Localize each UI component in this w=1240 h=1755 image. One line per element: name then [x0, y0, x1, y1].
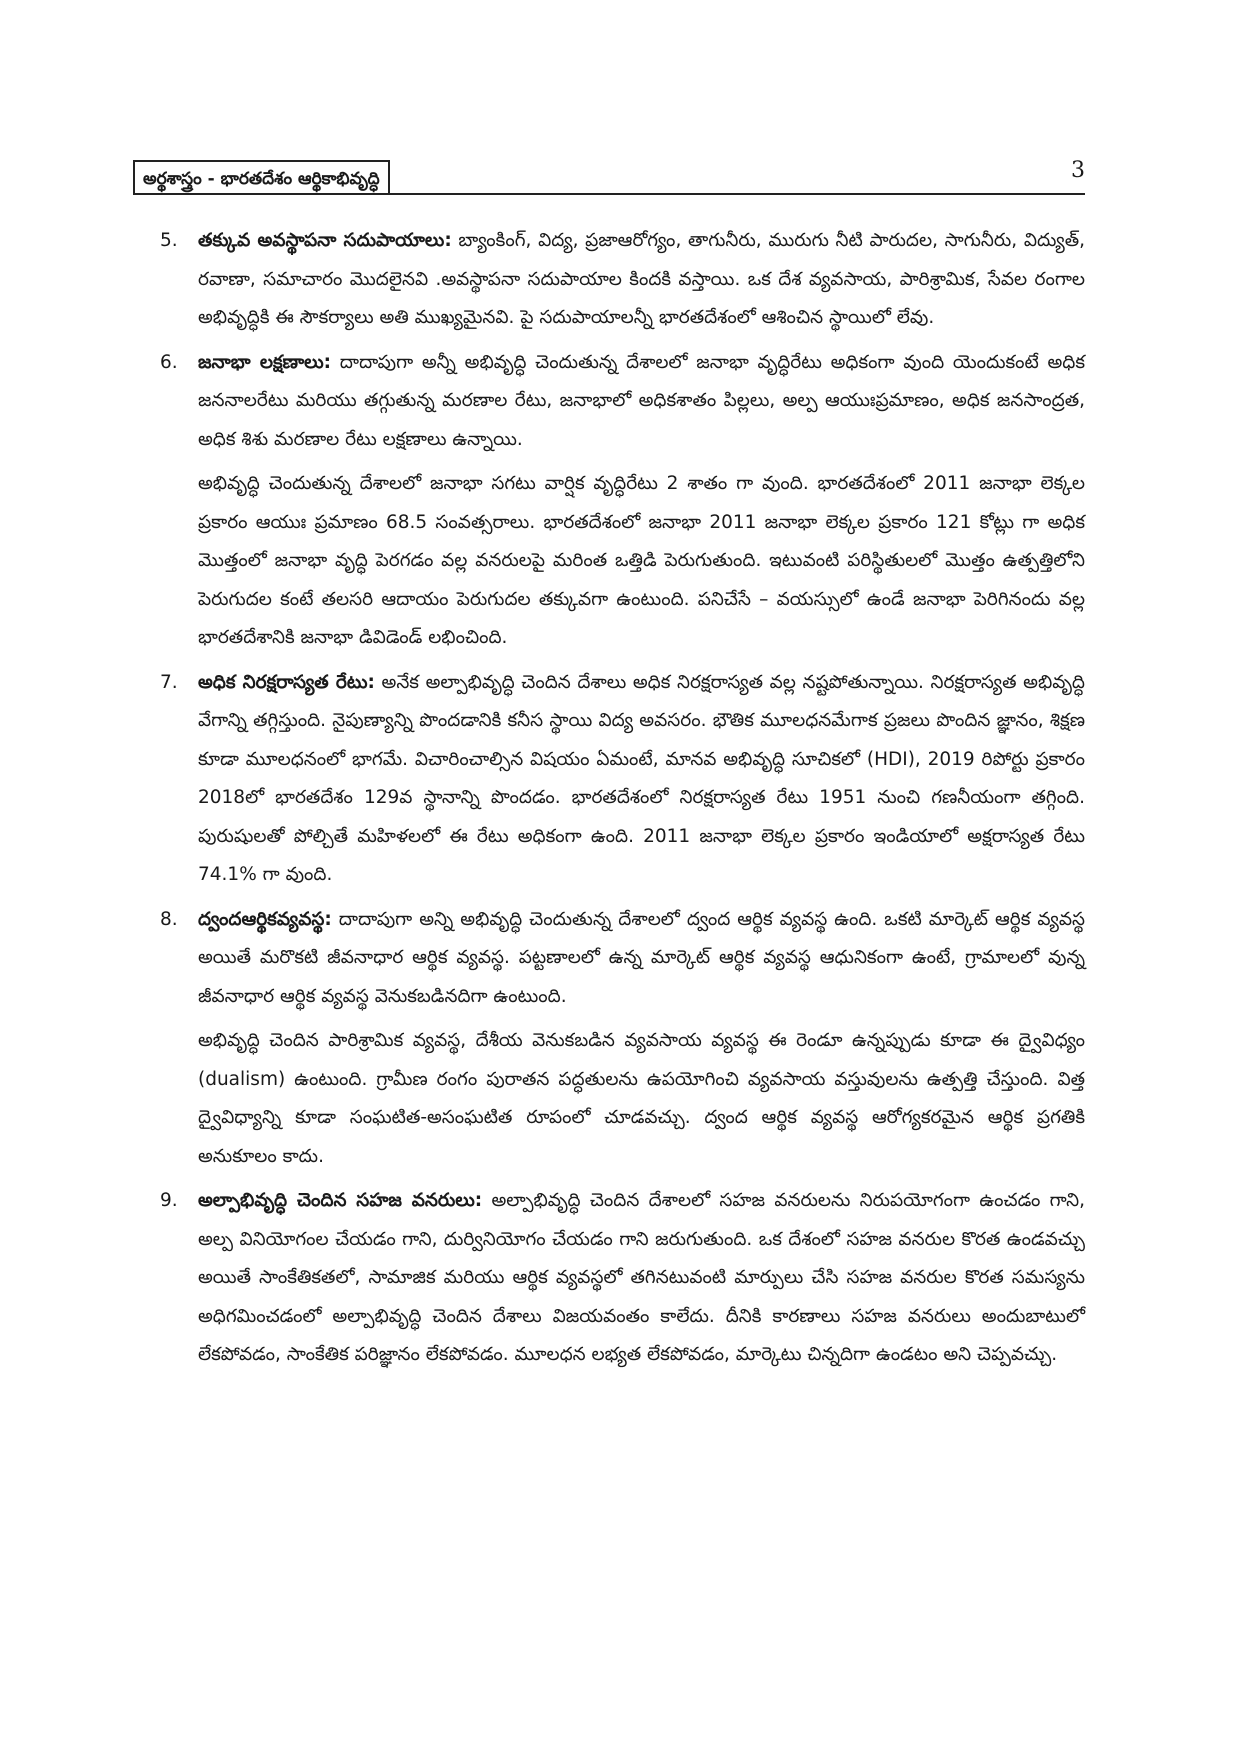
item-number: 7.: [160, 671, 178, 693]
item-8-paragraph-2: అభివృద్ధి చెందిన పారిశ్రామిక వ్యవస్థ, దేశీయ వెనుకబడిన వ్యవసాయ వ్యవస్థ ఈ రెండూ ఉన్నప్పుడు కూడా ఈ ద్వైవిధ్యం (dualism) ఉంటుంది. గ్రామీణ రంగం పురాతన పద్ధతులను ఉపయోగించి వ్యవసాయ వస్తువులను ఉత్పత్తి చేస్తుంది. విత్త ద్వైవిధ్యాన్ని కూడా సంఘటిత-అసంఘటిత రూపంలో చూడవచ్చు. ద్వంద ఆర్థిక వ్యవస్థ ఆరోగ్యకరమైన ఆర్థిక ప్రగతికి అనుకూలం కాదు.: [198, 1030, 1085, 1167]
item-number: 5.: [160, 230, 178, 251]
list-item-6: [160, 344, 1085, 460]
item-number: 6.: [160, 351, 178, 373]
list-item-5: [160, 222, 1085, 338]
item-number: 9.: [160, 1190, 178, 1211]
running-title: అర్థశాస్త్రం - భారతదేశం ఆర్థికాభివృద్ధి: [133, 160, 390, 195]
item-text: అనేక అల్పాభివృద్ధి చెందిన దేశాలు అధిక నిరక్షరాస్యత వల్ల నష్టపోతున్నాయి. నిరక్షరాస్యత అభివృద్ధి వేగాన్ని తగ్గిస్తుంది. నైపుణ్యాన్ని పొందడానికి కనీస స్థాయి విద్య అవసరం. భౌతిక మూలధనమేగాక ప్రజలు పొందిన జ్ఞానం, శిక్షణ కూడా మూలధనంలో భాగమే. విచారించాల్సిన విషయం ఏమంటే, మానవ అభివృద్ధి సూచికలో (HDI), 2019 రిపోర్టు ప్రకారం 2018లో భారతదేశం 129వ స్థానాన్ని పొందడం. భారతదేశంలో నిరక్షరాస్యత రేటు 1951 నుంచి గణనీయంగా తగ్గింది. పురుషులతో పోల్చితే మహిళలలో ఈ రేటు అధికంగా ఉంది. 2011 జనాభా లెక్కల ప్రకారం ఇండియాలో అక్షరాస్యత రేటు 74.1% గా వుంది.: [198, 671, 1085, 885]
item-term: తక్కువ అవస్థాపనా సదుపాయాలు:: [198, 230, 452, 251]
item-text: బ్యాంకింగ్, విద్య, ప్రజాఆరోగ్యం, తాగునీరు, మురుగు నీటి పారుదల, సాగునీరు, విద్యుత్, రవాణా, సమాచారం మొదలైనవి .అవస్థాపనా సదుపాయాల కిందకి వస్తాయి. ఒక దేశ వ్యవసాయ, పారిశ్రామిక, సేవల రంగాల అభివృద్ధికి ఈ సౌకర్యాలు అతి ముఖ్యమైనవి. పై సదుపాయాలన్నీ భారతదేశంలో ఆశించిన స్థాయిలో లేవు.: [198, 230, 1085, 328]
item-term: ద్వందఆర్థికవ్యవస్థ:: [198, 908, 332, 930]
item-text: అల్పాభివృద్ధి చెందిన దేశాలలో సహజ వనరులను నిరుపయోగంగా ఉంచడం గాని, అల్ప వినియోగంల చేయడం గాని, దుర్వినియోగం చేయడం గాని జరుగుతుంది. ఒక దేశంలో సహజ వనరుల కొరత ఉండవచ్చు అయితే సాంకేతికతలో, సామాజిక మరియు ఆర్థిక వ్యవస్థలో తగినటువంటి మార్పులు చేసి సహజ వనరుల కొరత సమస్యను అధిగమించడంలో అల్పాభివృద్ధి చెందిన దేశాలు విజయవంతం కాలేదు. దీనికి కారణాలు సహజ వనరులు అందుబాటులో లేకపోవడం, సాంకేతిక పరిజ్ఞానం లేకపోవడం. మూలధన లభ్యత లేకపోవడం, మార్కెటు చిన్నదిగా ఉండటం అని చెప్పవచ్చు.: [198, 1190, 1085, 1365]
item-text: దాదాపుగా అన్ని అభివృద్ధి చెందుతున్న దేశాలలో ద్వంద ఆర్థిక వ్యవస్థ ఉంది. ఒకటి మార్కెట్ ఆర్థిక వ్యవస్థ అయితే మరొకటి జీవనాధార ఆర్థిక వ్యవస్థ. పట్టణాలలో ఉన్న మార్కెట్ ఆర్థిక వ్యవస్థ ఆధునికంగా ఉంటే, గ్రామాలలో వున్న జీవనాధార ఆర్థిక వ్యవస్థ వెనుకబడినదిగా ఉంటుంది.: [198, 908, 1085, 1007]
item-6-paragraph-2: అభివృద్ధి చెందుతున్న దేశాలలో జనాభా సగటు వార్షిక వృద్ధిరేటు 2 శాతం గా వుంది. భారతదేశంలో 2011 జనాభా లెక్కల ప్రకారం ఆయుః ప్రమాణం 68.5 సంవత్సరాలు. భారతదేశంలో జనాభా 2011 జనాభా లెక్కల ప్రకారం 121 కోట్లు గా అధిక మొత్తంలో జనాభా వృద్ధి పెరగడం వల్ల వనరులపై మరింత ఒత్తిడి పెరుగుతుంది. ఇటువంటి పరిస్థితులలో మొత్తం ఉత్పత్తిలోని పెరుగుదల కంటే తలసరి ఆదాయం పెరుగుదల తక్కువగా ఉంటుంది. పనిచేసే – వయస్సులో ఉండే జనాభా పెరిగినందు వల్ల భారతదేశానికి జనాభా డివిడెండ్ లభించింది.: [198, 473, 1085, 648]
page-header: [133, 160, 1085, 195]
item-term: అధిక నిరక్షరాస్యత రేటు:: [198, 671, 375, 693]
item-text: దాదాపుగా అన్నీ అభివృద్ధి చెందుతున్న దేశాలలో జనాభా వృద్ధిరేటు అధికంగా వుంది యెందుకంటే అధిక జననాలరేటు మరియు తగ్గుతున్న మరణాల రేటు, జనాభాలో అధికశాతం పిల్లలు, అల్ప ఆయుఃప్రమాణం, అధిక జనసాంద్రత, అధిక శిశు మరణాల రేటు లక్షణాలు ఉన్నాయి.: [198, 351, 1085, 450]
page-number: 3: [1071, 158, 1085, 183]
item-number: 8.: [160, 908, 178, 930]
item-term: అల్పాభివృద్ధి చెందిన సహజ వనరులు:: [198, 1190, 483, 1211]
list-item-8: [160, 901, 1085, 1017]
item-term: జనాభా లక్షణాలు:: [198, 351, 332, 373]
page-body: [160, 222, 1085, 1381]
list-item-7: [160, 664, 1085, 895]
list-item-9: [160, 1182, 1085, 1375]
